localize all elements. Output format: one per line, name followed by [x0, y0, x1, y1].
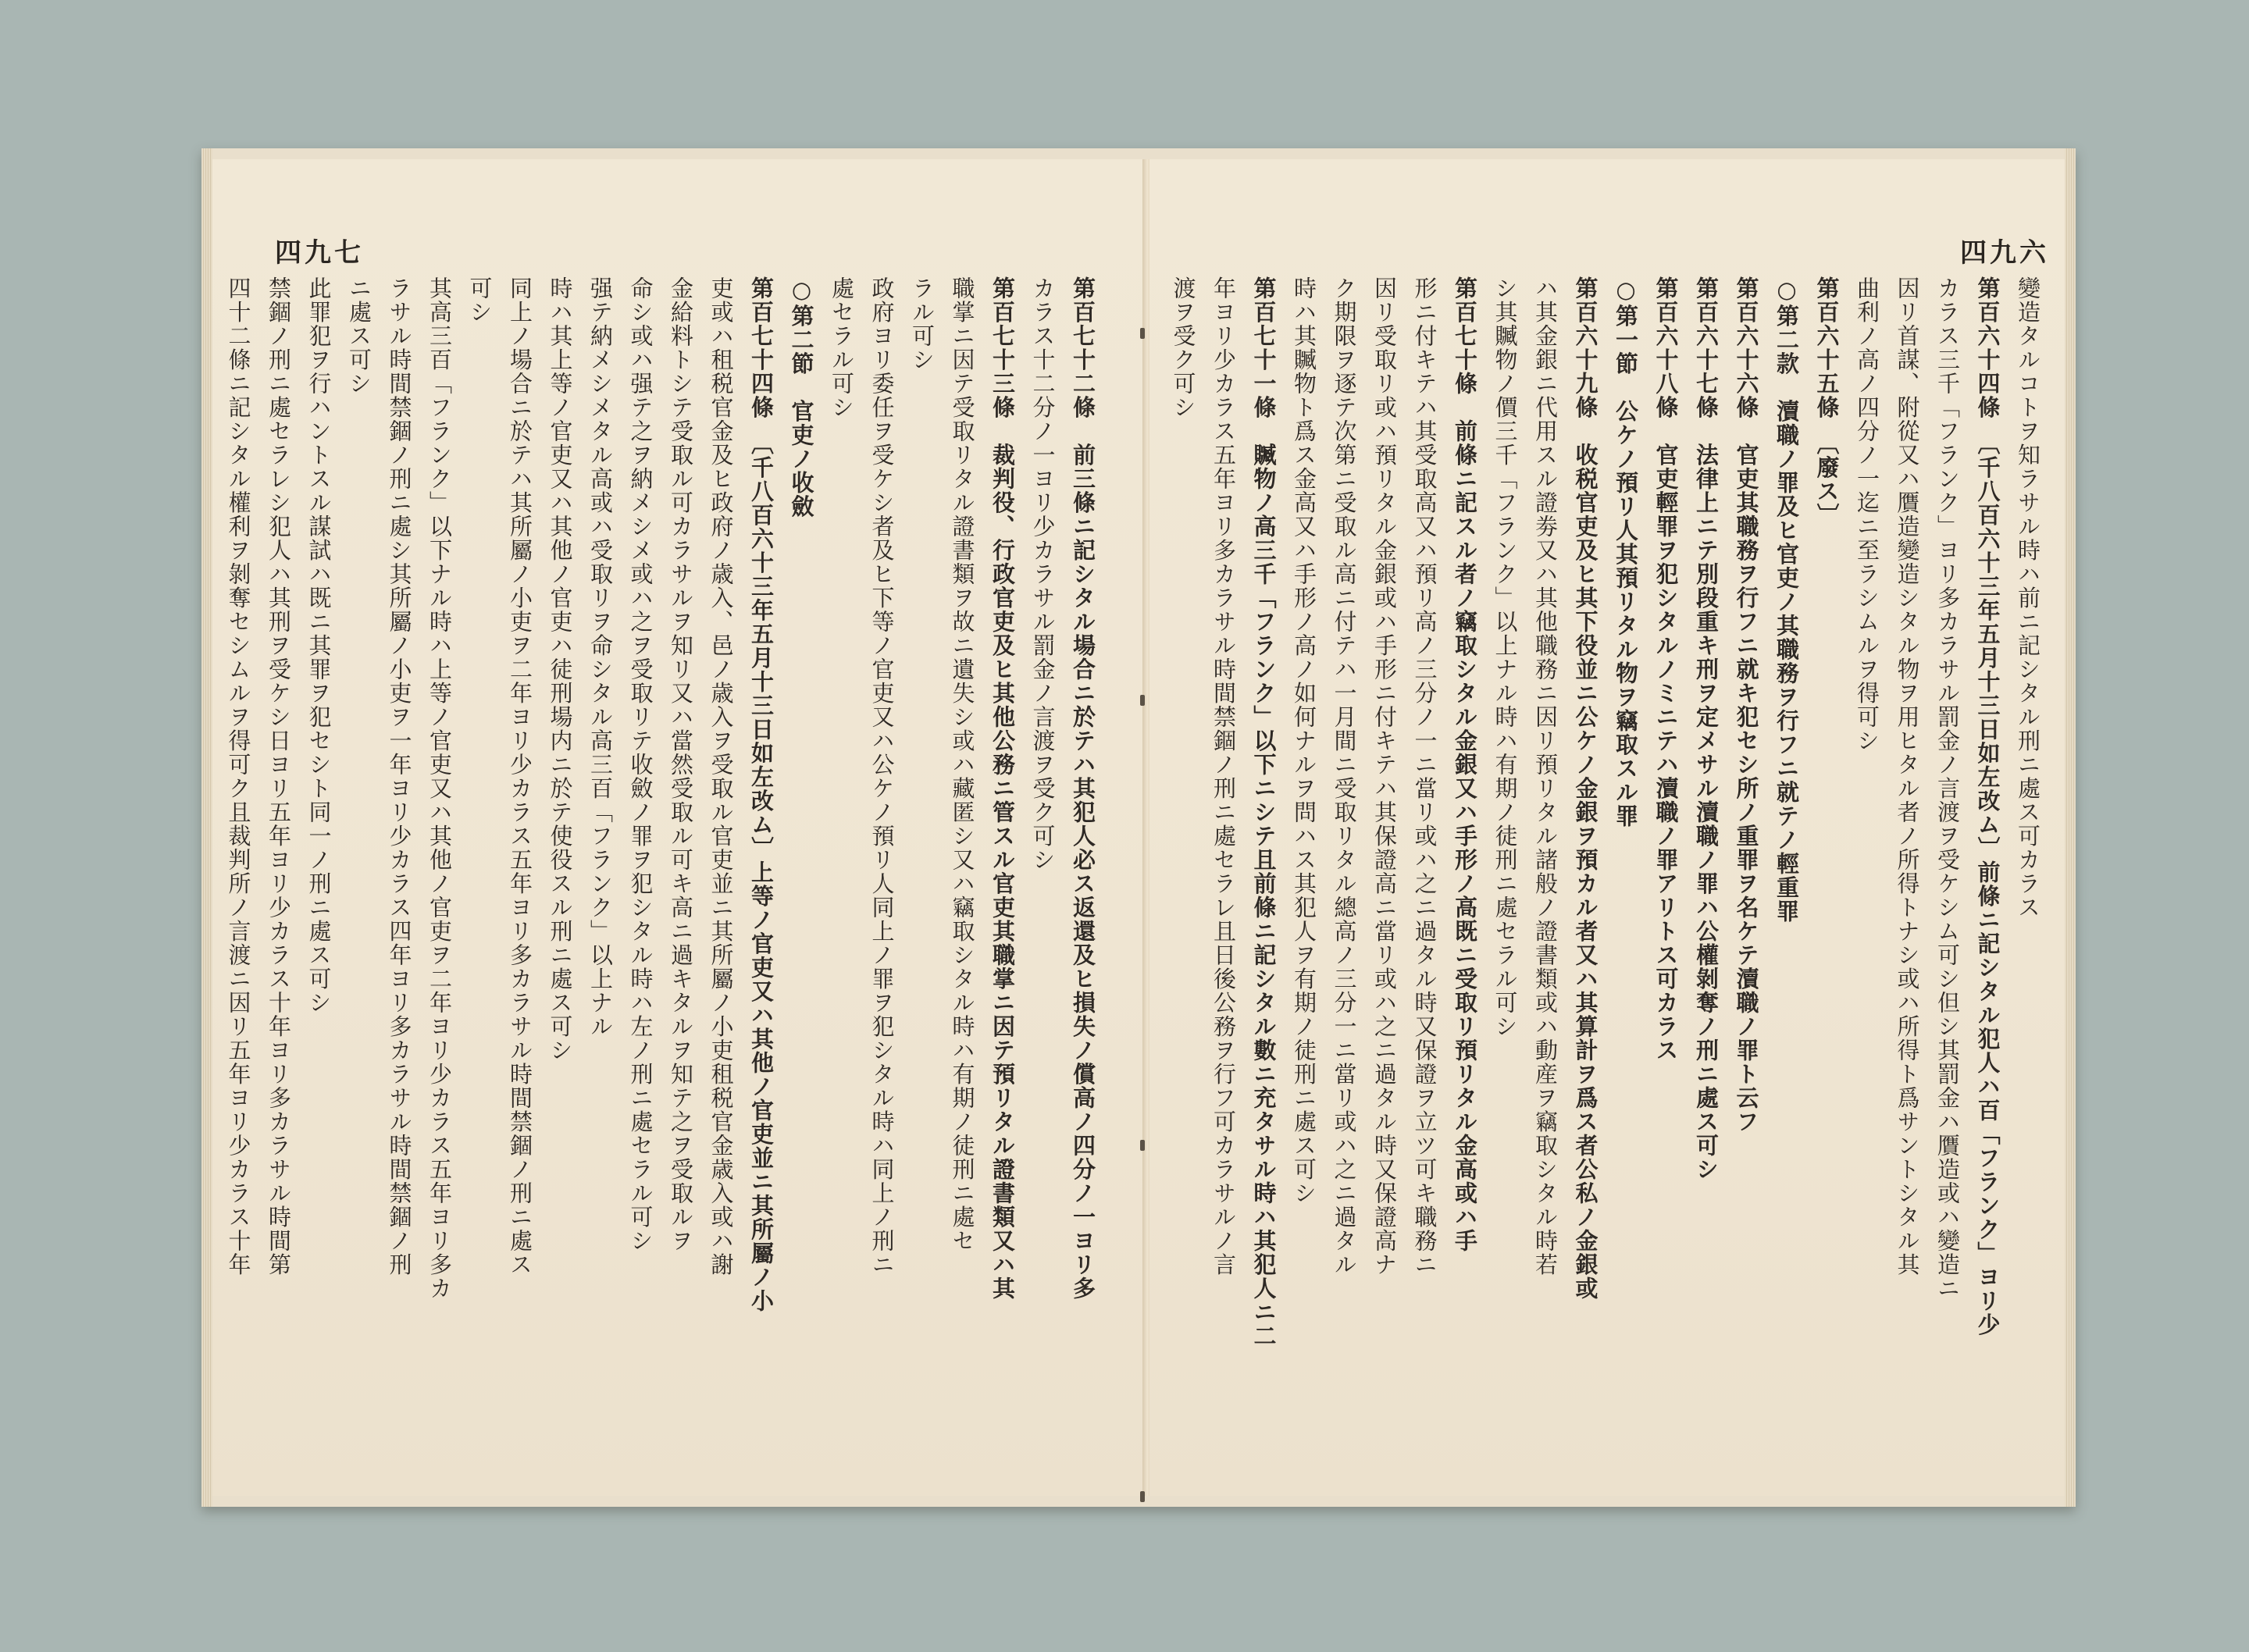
- text-column: 此罪犯ヲ行ハントスル謀試ハ既ニ其罪ヲ犯セシト同一ノ刑ニ處ス可シ: [305, 276, 333, 1015]
- text-column: 第百六十七條 法律上ニテ別段重キ刑ヲ定メサル瀆職ノ罪ハ公權剝奪ノ刑ニ處ス可シ: [1693, 276, 1720, 1181]
- text-column: 第百六十九條 收税官吏及ヒ其下役並ニ公ケノ金銀ヲ預カル者又ハ其算計ヲ爲ス者公私ノ金銀或: [1572, 276, 1599, 1301]
- text-column: 同上ノ場合ニ於テハ其所屬ノ小吏ヲ二年ヨリ少カラス五年ヨリ多カラサル時間禁錮ノ刑ニ處ス: [507, 276, 533, 1276]
- left-page-number: 四九七: [275, 237, 364, 269]
- binding-stitch: [1140, 695, 1145, 706]
- binding-stitch: [1140, 1491, 1145, 1502]
- text-column: 第百七十條 前條ニ記スル者ノ竊取シタル金銀又ハ手形ノ高既ニ受取リ預リタル金高或ハ手: [1452, 276, 1478, 1253]
- text-column: 四十二條ニ記シタル權利ヲ剝奪セシムルヲ得可ク且裁判所ノ言渡ニ因リ五年ヨリ少カラス十年: [225, 276, 252, 1276]
- text-column: 第百七十二條 前三條ニ記シタル場合ニ於テハ其犯人必ス返還及ヒ損失ノ償高ノ四分ノ一ヨリ多: [1070, 276, 1096, 1301]
- left-page-edges: [201, 148, 212, 1507]
- text-column: 時ハ其贓物ト爲ス金高又ハ手形ノ高ノ如何ナルヲ問ハス其犯人ヲ有期ノ徒刑ニ處ス可シ: [1291, 276, 1317, 1205]
- text-column: ○第一節 公ケノ預リ人其預リタル物ヲ竊取スル罪: [1613, 276, 1639, 828]
- text-column: 吏或ハ租税官金及ヒ政府ノ歳入、邑ノ歳入ヲ受取ル官吏並ニ其所屬ノ小吏租税官金歳入或ハ謝: [707, 276, 735, 1276]
- text-column: 時ハ其上等ノ官吏又ハ其他ノ官吏ハ徒刑場内ニ於テ使役スル刑ニ處ス可シ: [547, 276, 574, 1063]
- text-column: 第百六十六條 官吏其職務ヲ行フニ就キ犯セシ所ノ重罪ヲ名ケテ瀆職ノ罪ト云フ: [1733, 276, 1760, 1134]
- text-column: 第百七十一條 贓物ノ高三千「フランク」以下ニシテ且前條ニ記シタル數ニ充タサル時ハ其犯人ニ二: [1250, 276, 1278, 1348]
- text-column: 職掌ニ因テ受取リタル證書類ヲ故ニ遺失シ或ハ藏匿シ又ハ竊取シタル時ハ有期ノ徒刑ニ處セ: [949, 276, 976, 1253]
- text-column: 第百七十三條 裁判役、行政官吏及ヒ其他公務ニ管スル官吏其職掌ニ因テ預リタル證書類又ハ其: [989, 276, 1016, 1301]
- binding-stitch: [1140, 1140, 1145, 1151]
- text-column: 第百七十四條 〔千八百六十三年五月十三日如左改ム〕上等ノ官吏又ハ其他ノ官吏並ニ其所屬ノ小: [748, 276, 775, 1313]
- text-column: 命シ或ハ强テ之ヲ納メシメ或ハ之ヲ受取リテ收斂ノ罪ヲ犯シタル時ハ左ノ刑ニ處セラル可シ: [627, 276, 654, 1253]
- text-column: 第百六十四條 〔千八百六十三年五月十三日如左改ム〕前條ニ記シタル犯人ハ百「フランク」ヨリ少: [1974, 276, 2001, 1337]
- left-page: [212, 159, 1149, 1496]
- right-page: [1149, 159, 2065, 1496]
- open-book: [201, 148, 2076, 1507]
- text-column: 金給料トシテ受取ル可カラサルヲ知リ又ハ當然受取ル可キ高ニ過キタルヲ知テ之ヲ受取ルヲ: [668, 276, 694, 1253]
- text-column: 處セラル可シ: [829, 276, 855, 419]
- text-column: 形ニ付キテハ其受取高又ハ預リ高ノ三分ノ一ニ當リ或ハ之ニ過タル時又保證ヲ立ツ可キ職務ニ: [1411, 276, 1438, 1276]
- text-column: 第百六十五條 〔廢ス〕: [1813, 276, 1841, 527]
- text-column: 曲利ノ高ノ四分ノ一迄ニ至ラシムルヲ得可シ: [1854, 276, 1880, 753]
- text-column: ハ其金銀ニ代用スル證劵又ハ其他職務ニ因リ預リタル諸般ノ證書類或ハ動産ヲ竊取シタル時若: [1532, 276, 1559, 1276]
- text-column: 年ヨリ少カラス五年ヨリ多カラサル時間禁錮ノ刑ニ處セラレ且日後公務ヲ行フ可カラサルノ言: [1210, 276, 1237, 1276]
- text-column: 因リ受取リ或ハ預リタル金銀或ハ手形ニ付キテハ其保證高ニ當リ或ハ之ニ過タル時又保證高ナ: [1371, 276, 1398, 1276]
- text-column: ○第二節 官吏ノ收斂: [788, 276, 815, 518]
- text-column: 渡ヲ受ク可シ: [1170, 276, 1197, 419]
- right-page-text: [1170, 276, 2048, 1447]
- text-column: 禁錮ノ刑ニ處セラレシ犯人ハ其刑ヲ受ケシ日ヨリ五年ヨリ少カラス十年ヨリ多カラサル時間第: [266, 276, 292, 1276]
- text-column: 可シ: [466, 276, 494, 324]
- binding-stitch: [1140, 328, 1145, 339]
- text-column: 因リ首謀、附從又ハ贋造變造シタル物ヲ用ヒタル者ノ所得トナシ或ハ所得ト爲サントシタル其: [1894, 276, 1921, 1276]
- text-column: ラサル時間禁錮ノ刑ニ處シ其所屬ノ小吏ヲ一年ヨリ少カラス四年ヨリ多カラサル時間禁錮ノ刑: [386, 276, 413, 1276]
- text-column: 强テ納メシメタル高或ハ受取リヲ命シタル高三百「フランク」以上ナル: [587, 276, 614, 1038]
- left-page-text: [225, 276, 1103, 1447]
- text-column: 變造タルコトヲ知ラサル時ハ前ニ記シタル刑ニ處ス可カラス: [2015, 276, 2041, 920]
- text-column: ク期限ヲ逐テ次第ニ受取ル高ニ付テハ一月間ニ受取リタル總高ノ三分一ニ當リ或ハ之ニ過タル: [1331, 276, 1358, 1276]
- text-column: シ其贓物ノ價三千「フランク」以上ナル時ハ有期ノ徒刑ニ處セラル可シ: [1492, 276, 1519, 1038]
- text-column: ラル可シ: [909, 276, 936, 372]
- text-column: ○第二款 瀆職ノ罪及ヒ官吏ノ其職務ヲ行フニ就テノ輕重罪: [1773, 276, 1800, 924]
- text-column: 其高三百「フランク」以下ナル時ハ上等ノ官吏又ハ其他ノ官吏ヲ二年ヨリ少カラス五年ヨリ多カ: [426, 276, 453, 1301]
- text-column: 第百六十八條 官吏輕罪ヲ犯シタルノミニテハ瀆職ノ罪アリトス可カラス: [1652, 276, 1680, 1063]
- text-column: 政府ヨリ委任ヲ受ケシ者及ヒ下等ノ官吏又ハ公ケノ預リ人同上ノ罪ヲ犯シタル時ハ同上ノ刑ニ: [868, 276, 896, 1276]
- text-column: ニ處ス可シ: [346, 276, 372, 396]
- right-page-number: 四九六: [1960, 237, 2049, 269]
- text-column: カラス三千「フランク」ヨリ多カラサル罰金ノ言渡ヲ受ケシム可シ但シ其罰金ハ贋造或ハ變造ニ: [1934, 276, 1961, 1301]
- right-page-edges: [2065, 148, 2076, 1507]
- text-column: カラス十二分ノ一ヨリ少カラサル罰金ノ言渡ヲ受ク可シ: [1029, 276, 1057, 872]
